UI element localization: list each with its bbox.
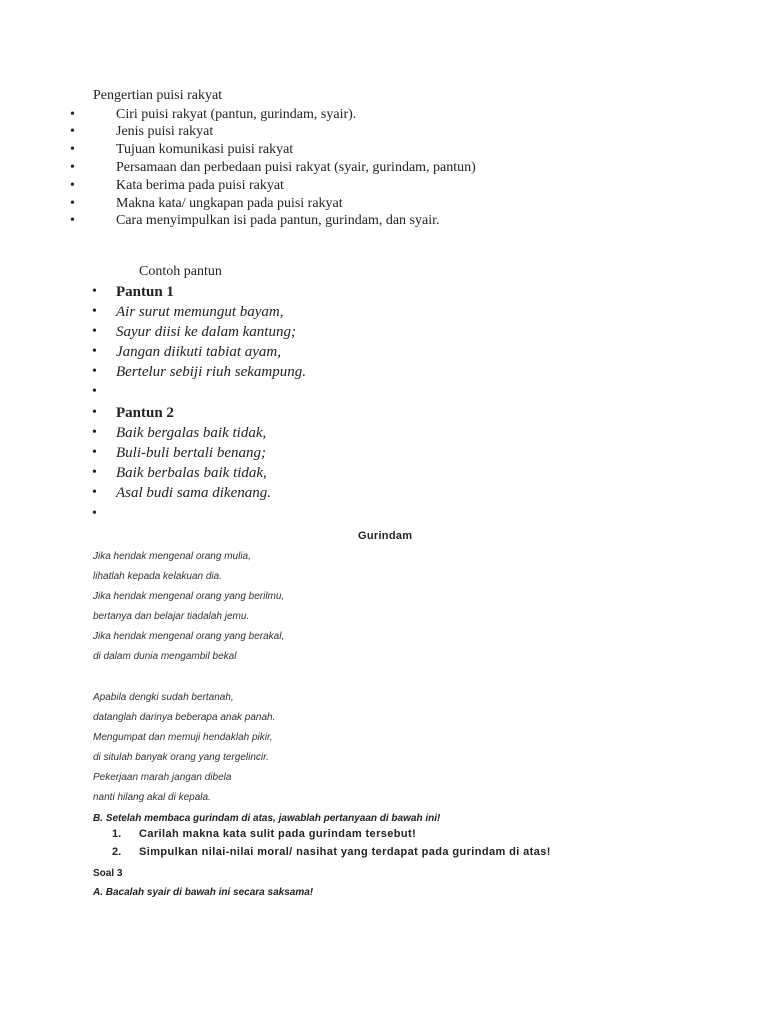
list-item: [0, 284, 600, 304]
list-item: • Baik berbalas baik tidak,: [92, 465, 267, 481]
gurindam-title: Gurindam: [358, 530, 413, 542]
list-item: • Sayur diisi ke dalam kantung;: [92, 324, 296, 340]
pantun-title: Contoh pantun: [139, 264, 222, 279]
bullet-icon: •: [70, 107, 75, 122]
bullet-icon: •: [70, 160, 75, 175]
list-item: [0, 384, 600, 404]
gurindam-line: datanglah darinya beberapa anak panah.: [93, 712, 276, 723]
bullet-icon: •: [92, 324, 97, 339]
question-text: Simpulkan nilai-nilai moral/ nasihat yang terdapat pada gurindam di atas!: [139, 846, 551, 858]
pantun-heading: Pantun 1: [116, 284, 174, 300]
gurindam-line: nanti hilang akal di kepala.: [93, 792, 211, 803]
bullet-icon: •: [92, 384, 97, 399]
bullet-icon: •: [70, 213, 75, 228]
bullet-icon: •: [70, 142, 75, 157]
question-number: 2.: [112, 846, 122, 858]
list-item: • Ciri puisi rakyat (pantun, gurindam, syair).: [70, 107, 357, 122]
bullet-icon: •: [92, 284, 97, 299]
list-item: • Buli-buli bertali benang;: [92, 445, 266, 461]
intro-title: Pengertian puisi rakyat: [93, 88, 223, 103]
pantun-heading: Pantun 2: [116, 405, 174, 421]
bullet-icon: •: [92, 364, 97, 379]
bullet-icon: •: [92, 485, 97, 500]
bullet-icon: •: [92, 425, 97, 440]
list-item: • Jenis puisi rakyat: [70, 124, 214, 139]
instruction-b: B. Setelah membaca gurindam di atas, jawablah pertanyaan di bawah ini!: [93, 813, 441, 824]
bullet-icon: •: [92, 445, 97, 460]
bullet-icon: •: [70, 124, 75, 139]
bullet-icon: •: [92, 304, 97, 319]
gurindam-line: lihatlah kepada kelakuan dia.: [93, 571, 222, 582]
bullet-icon: •: [92, 465, 97, 480]
list-item: • Air surut memungut bayam,: [92, 304, 284, 320]
list-item: • Kata berima pada puisi rakyat: [70, 178, 284, 193]
soal-label: Soal 3: [93, 868, 123, 879]
list-item: • Persamaan dan perbedaan puisi rakyat (syair, gurindam, pantun): [70, 160, 476, 175]
list-item: • Bertelur sebiji riuh sekampung.: [92, 364, 306, 380]
list-item: • Jangan diikuti tabiat ayam,: [92, 344, 281, 360]
instruction-a: A. Bacalah syair di bawah ini secara saksama!: [93, 887, 314, 898]
list-item: • Asal budi sama dikenang.: [92, 485, 271, 501]
bullet-icon: •: [70, 178, 75, 193]
gurindam-line: Jika hendak mengenal orang yang berilmu,: [93, 591, 285, 602]
list-item: • Tujuan komunikasi puisi rakyat: [70, 142, 294, 157]
gurindam-line: Jika hendak mengenal orang yang berakal,: [93, 631, 285, 642]
question-text: Carilah makna kata sulit pada gurindam tersebut!: [139, 828, 417, 840]
bullet-icon: •: [92, 344, 97, 359]
list-item: • Makna kata/ ungkapan pada puisi rakyat: [70, 196, 343, 211]
list-item: [0, 405, 600, 425]
list-item: [0, 506, 600, 526]
gurindam-line: Apabila dengki sudah bertanah,: [93, 692, 234, 703]
bullet-icon: •: [92, 506, 97, 521]
list-item: • Baik bergalas baik tidak,: [92, 425, 267, 441]
bullet-icon: •: [92, 405, 97, 420]
gurindam-line: Jika hendak mengenal orang mulia,: [93, 551, 251, 562]
gurindam-line: di dalam dunia mengambil bekal: [93, 651, 237, 662]
gurindam-line: bertanya dan belajar tiadalah jemu.: [93, 611, 250, 622]
gurindam-line: di situlah banyak orang yang tergelincir.: [93, 752, 269, 763]
question-number: 1.: [112, 828, 122, 840]
gurindam-line: Mengumpat dan memuji hendaklah pikir,: [93, 732, 273, 743]
list-item: • Cara menyimpulkan isi pada pantun, gurindam, dan syair.: [70, 213, 440, 228]
gurindam-line: Pekerjaan marah jangan dibela: [93, 772, 232, 783]
bullet-icon: •: [70, 196, 75, 211]
